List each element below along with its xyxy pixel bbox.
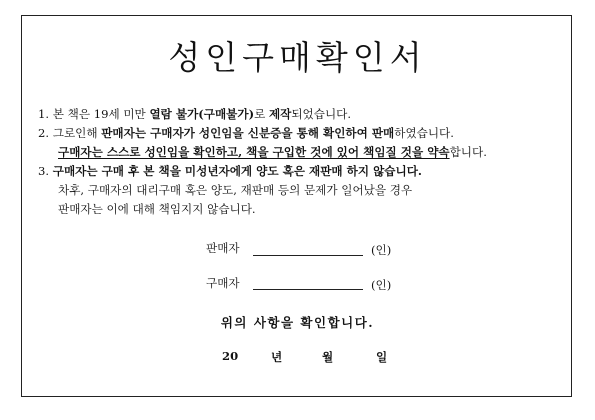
item-2-text-c: 하였습니다. [394,126,454,140]
item-3 [38,164,422,178]
buyer-signature-line[interactable] [253,289,363,290]
item-3-line-3: 판매자는 이에 대해 책임지지 않습니다. [58,202,256,216]
date-month-unit: 월 [322,350,334,364]
confirmation-text: 위의 사항을 확인합니다. [220,315,375,330]
date-year-unit: 년 [271,350,283,364]
seller-seal: (인) [371,243,392,257]
item-2-text-b: 판매자는 구매자가 성인임을 신분증을 통해 확인하여 판매 [101,126,395,140]
item-2-text-a: 그로인해 [52,126,102,140]
item-1 [38,107,351,121]
item-2 [38,126,454,140]
item-1-number: 1. [38,107,50,121]
buyer-label: 구매자 [206,276,240,290]
item-1-text-b: 열람 불가(구매불가) [149,107,255,121]
item-1-text-d: 제작 [268,107,292,121]
item-2-promise-text: 구매자는 스스로 성인임을 확인하고, 책을 구입한 것에 있어 책임질 것을 약속 [58,145,450,159]
item-2-number: 2. [38,126,50,140]
document-title: 성인구매확인서 [168,38,427,77]
item-3-text-a: 구매자는 구매 후 본 책을 미성년자에게 양도 혹은 재판매 하지 않습니다. [52,164,422,178]
buyer-seal: (인) [371,278,392,292]
item-3-line-2: 차후, 구매자의 대리구매 혹은 양도, 재판매 등의 문제가 일어났을 경우 [58,183,413,197]
item-3-number: 3. [38,164,50,178]
seller-signature-line[interactable] [253,255,363,256]
item-2-line-2 [58,145,487,159]
seller-label: 판매자 [206,241,240,255]
item-1-text-c: 로 [254,107,269,121]
date-day-unit: 일 [376,350,388,364]
item-1-text-e: 되었습니다. [291,107,352,121]
item-1-text-a: 본 책은 19세 미만 [52,107,150,121]
item-2-promise-tail: 합니다. [449,145,487,159]
date-year: 20 [222,349,239,363]
